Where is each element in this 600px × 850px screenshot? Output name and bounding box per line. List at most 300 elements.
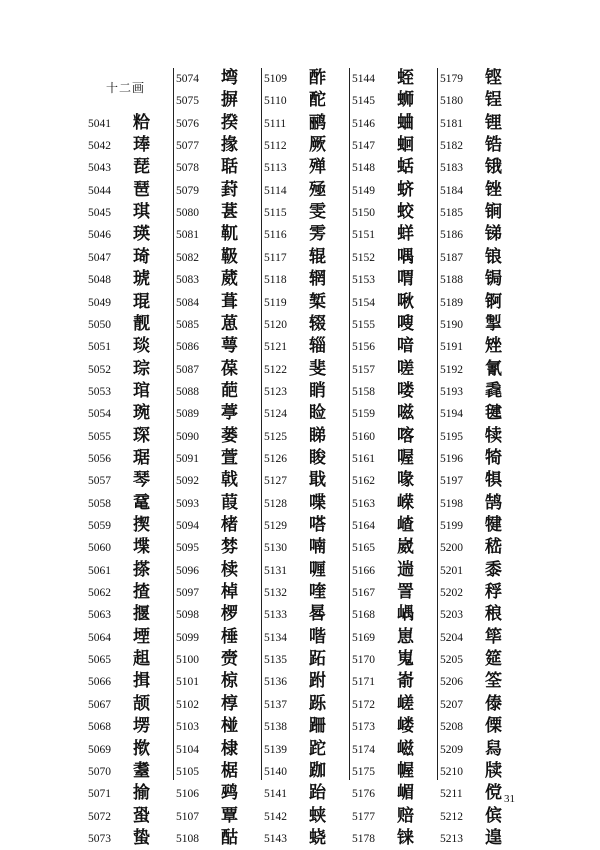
entry-row [88,269,172,291]
entry-row [88,783,172,805]
entry-row [352,292,436,314]
entry-number: 5186 [440,229,463,242]
entry-row [352,448,436,470]
entry-number: 5119 [264,296,287,309]
entry-number: 5047 [88,251,111,264]
entry-character: 嵘 [397,492,414,513]
entry-row [352,828,436,850]
entry-character: 鹂 [309,112,326,133]
entry-number: 5181 [440,117,463,130]
entry-character: 啾 [397,291,414,312]
entry-number: 5052 [88,363,111,376]
entry-number: 5183 [440,162,463,175]
entry-number: 5198 [440,497,463,510]
entry-character: 雱 [309,224,326,245]
entry-number: 5121 [264,341,287,354]
entry-row [176,604,260,626]
entry-row [440,292,524,314]
entry-row [440,806,524,828]
entry-character: 赔 [397,805,414,826]
entry-character: 晷 [309,604,326,625]
entry-character: 揸 [133,582,150,603]
entry-number: 5210 [440,765,463,778]
entry-row [352,90,436,112]
entry-number: 5131 [264,564,287,577]
entry-row [352,739,436,761]
entry-number: 5090 [176,430,199,443]
entry-number: 5091 [176,452,199,465]
entry-row [264,739,348,761]
entry-character: 厥 [309,135,326,156]
entry-row [264,90,348,112]
entry-number: 5185 [440,207,463,220]
entry-character: 椐 [221,760,238,781]
entry-character: 堙 [133,626,150,647]
entry-number: 5062 [88,587,111,600]
entry-number: 5176 [352,788,375,801]
entry-row [176,269,260,291]
entry-character: 毽 [485,403,502,424]
entry-row [176,806,260,828]
entry-character: 嵇 [485,537,502,558]
entry-row [440,113,524,135]
entry-row [264,292,348,314]
entry-row [352,604,436,626]
entry-row [440,828,524,850]
entry-number: 5107 [176,810,199,823]
entry-character: 犋 [485,470,502,491]
entry-row [88,582,172,604]
entry-row [352,202,436,224]
entry-character: 嗟 [397,358,414,379]
entry-number: 5079 [176,184,199,197]
entry-row [352,783,436,805]
entry-character: 琯 [133,380,150,401]
entry-row [176,582,260,604]
entry-character: 嵋 [397,783,414,804]
entry-row [176,113,260,135]
entry-number: 5117 [264,251,287,264]
entry-row [176,68,260,90]
entry-row [352,135,436,157]
entry-row [88,694,172,716]
entry-row [352,381,436,403]
entry-row [440,493,524,515]
entry-row [264,381,348,403]
entry-character: 嗖 [397,313,414,334]
entry-row [176,448,260,470]
entry-character: 嵯 [397,693,414,714]
entry-number: 5051 [88,341,111,354]
entry-number: 5168 [352,609,375,622]
entry-number: 5085 [176,318,199,331]
entry-number: 5129 [264,520,287,532]
entry-number: 5067 [88,698,111,711]
entry-number: 5049 [88,296,111,309]
entry-number: 5101 [176,676,199,689]
entry-row [176,828,260,850]
column-2 [176,68,260,848]
entry-character: 黍 [485,559,502,580]
entry-number: 5127 [264,475,287,488]
entry-number: 5071 [88,788,111,801]
entry-character: 葶 [221,403,238,424]
entry-character: 殛 [309,179,326,200]
entry-character: 蛐 [397,112,414,133]
entry-character: 堞 [133,537,150,558]
page-number: 31 [504,793,515,805]
entry-row [440,515,524,537]
entry-number: 5200 [440,542,463,555]
entry-number: 5066 [88,676,111,689]
entry-number: 5106 [176,788,199,801]
entry-row [352,157,436,179]
entry-row [176,247,260,269]
entry-character: 靸 [221,246,238,267]
entry-number: 5134 [264,631,287,644]
entry-number: 5125 [264,430,287,443]
entry-row [264,247,348,269]
entry-character: 矬 [485,336,502,357]
entry-number: 5188 [440,274,463,287]
entry-character: 棣 [221,738,238,759]
entry-row [352,224,436,246]
entry-row [352,113,436,135]
entry-row [440,537,524,559]
entry-character: 椪 [221,716,238,737]
entry-character: 塆 [221,68,238,88]
entry-row [440,604,524,626]
entry-character: 锉 [485,179,502,200]
entry-row [176,426,260,448]
entry-row [88,224,172,246]
entry-number: 5191 [440,341,463,354]
entry-number: 5212 [440,810,463,823]
entry-row [88,403,172,425]
entry-character: 睃 [309,447,326,468]
entry-character: 斐 [309,358,326,379]
entry-number: 5146 [352,117,375,130]
entry-number: 5192 [440,363,463,376]
entry-character: 嗒 [309,515,326,535]
entry-row [176,292,260,314]
entry-row [352,247,436,269]
entry-character: 稂 [485,604,502,625]
entry-character: 雯 [309,202,326,223]
entry-row [176,224,260,246]
entry-row [352,68,436,90]
entry-row [264,113,348,135]
entry-character: 葩 [221,380,238,401]
entry-number: 5158 [352,385,375,398]
entry-row [440,560,524,582]
entry-number: 5187 [440,251,463,264]
entry-number: 5096 [176,564,199,577]
entry-character: 喋 [309,492,326,513]
entry-row [88,739,172,761]
entry-row [264,470,348,492]
entry-number: 5124 [264,408,287,421]
column-divider [437,68,438,780]
entry-row [264,135,348,157]
entry-character: 睇 [309,425,326,446]
entry-character: 靰 [221,224,238,245]
entry-number: 5081 [176,229,199,242]
entry-row [88,448,172,470]
entry-number: 5207 [440,698,463,711]
entry-character: 幄 [397,760,414,781]
entry-row [176,649,260,671]
entry-row [352,359,436,381]
entry-number: 5116 [264,229,287,242]
entry-character: 琮 [133,358,150,379]
entry-row [352,582,436,604]
entry-character: 酡 [309,90,326,111]
entry-character: 殚 [309,157,326,178]
entry-character: 锒 [485,246,502,267]
entry-character: 琰 [133,336,150,357]
entry-character: 琶 [133,179,150,200]
entry-character: 椋 [221,671,238,692]
entry-number: 5189 [440,296,463,309]
entry-number: 5159 [352,408,375,421]
entry-row [264,224,348,246]
section-heading: 十二画 [106,81,146,95]
entry-number: 5182 [440,140,463,153]
entry-number: 5164 [352,520,375,532]
entry-row [88,202,172,224]
entry-row [88,135,172,157]
entry-character: 琬 [133,403,150,424]
entry-character: 犍 [485,515,502,535]
entry-row [440,157,524,179]
entry-number: 5205 [440,654,463,667]
entry-number: 5132 [264,587,287,600]
entry-character: 塄 [133,716,150,737]
entry-number: 5069 [88,743,111,756]
entry-row [88,671,172,693]
entry-number: 5166 [352,564,375,577]
entry-number: 5109 [264,73,287,85]
entry-number: 5041 [88,117,111,130]
entry-number: 5122 [264,363,287,376]
entry-row [176,716,260,738]
entry-number: 5194 [440,408,463,421]
entry-character: 椟 [221,559,238,580]
entry-character: 蛱 [309,805,326,826]
entry-row [176,202,260,224]
entry-row [88,560,172,582]
entry-character: 嵖 [397,515,414,535]
entry-character: 椁 [221,693,238,714]
entry-character: 喱 [309,559,326,580]
entry-row [88,359,172,381]
entry-number: 5098 [176,609,199,622]
entry-number: 5170 [352,654,375,667]
entry-row [264,426,348,448]
entry-character: 葳 [221,269,238,290]
entry-row [88,157,172,179]
entry-character: 锃 [485,90,502,111]
entry-row [88,649,172,671]
entry-number: 5072 [88,810,111,823]
entry-number: 5099 [176,631,199,644]
entry-character: 喔 [397,447,414,468]
entry-row [264,537,348,559]
entry-row [264,180,348,202]
entry-number: 5126 [264,452,287,465]
entry-character: 揆 [221,112,238,133]
entry-character: 犄 [485,447,502,468]
entry-row [176,627,260,649]
entry-character: 聒 [221,157,238,178]
entry-character: 傥 [485,783,502,804]
entry-row [352,761,436,783]
entry-number: 5141 [264,788,287,801]
entry-row [440,426,524,448]
entry-number: 5203 [440,609,463,622]
entry-character: 搽 [133,559,150,580]
entry-number: 5145 [352,95,375,108]
entry-number: 5058 [88,497,111,510]
entry-character: 揿 [133,738,150,759]
entry-character: 揖 [133,671,150,692]
entry-number: 5190 [440,318,463,331]
entry-row [88,314,172,336]
entry-character: 锂 [485,112,502,133]
entry-number: 5093 [176,497,199,510]
entry-row [440,582,524,604]
entry-row [440,135,524,157]
entry-number: 5064 [88,631,111,644]
entry-row [88,493,172,515]
entry-row [440,627,524,649]
entry-character: 颉 [133,693,150,714]
entry-number: 5078 [176,162,199,175]
entry-character: 喑 [397,336,414,357]
entry-row [264,560,348,582]
entry-character: 喈 [309,626,326,647]
entry-character: 锔 [485,269,502,290]
entry-character: 葚 [221,202,238,223]
entry-row [264,783,348,805]
entry-character: 筌 [485,671,502,692]
entry-character: 傣 [485,693,502,714]
entry-number: 5054 [88,408,111,421]
entry-character: 跎 [309,738,326,759]
entry-character: 崴 [397,537,414,558]
entry-row [176,515,260,537]
entry-number: 5167 [352,587,375,600]
entry-character: 琛 [133,425,150,446]
entry-character: 鹄 [485,492,502,513]
entry-character: 喹 [309,582,326,603]
entry-character: 跆 [309,783,326,804]
entry-character: 傧 [485,805,502,826]
entry-row [176,336,260,358]
entry-character: 琨 [133,291,150,312]
entry-character: 棹 [221,582,238,603]
entry-number: 5083 [176,274,199,287]
entry-number: 5161 [352,452,375,465]
entry-row [176,90,260,112]
entry-number: 5113 [264,162,287,175]
entry-row [176,537,260,559]
entry-number: 5050 [88,318,111,331]
entry-character: 蛩 [133,805,150,826]
entry-row [264,448,348,470]
entry-number: 5042 [88,140,111,153]
entry-number: 5118 [264,274,287,287]
entry-character: 蛔 [397,135,414,156]
entry-row [440,180,524,202]
entry-number: 5173 [352,721,375,734]
entry-row [440,403,524,425]
entry-row [440,761,524,783]
entry-number: 5053 [88,385,111,398]
entry-number: 5077 [176,140,199,153]
entry-number: 5130 [264,542,287,555]
entry-character: 辎 [309,336,326,357]
entry-row [352,671,436,693]
entry-number: 5193 [440,385,463,398]
entry-number: 5115 [264,207,287,220]
entry-number: 5195 [440,430,463,443]
entry-character: 辍 [309,313,326,334]
entry-row [264,649,348,671]
entry-number: 5202 [440,587,463,600]
entry-character: 揠 [133,604,150,625]
entry-row [176,381,260,403]
entry-character: 琥 [133,269,150,290]
entry-row [88,426,172,448]
column-divider [261,68,262,780]
entry-character: 赍 [221,649,238,670]
entry-character: 酤 [221,827,238,848]
entry-number: 5148 [352,162,375,175]
entry-row [440,269,524,291]
entry-number: 5046 [88,229,111,242]
entry-number: 5087 [176,363,199,376]
entry-character: 锏 [485,202,502,223]
entry-character: 跖 [309,649,326,670]
entry-character: 葆 [221,358,238,379]
entry-number: 5201 [440,564,463,577]
entry-number: 5142 [264,810,287,823]
entry-character: 蛭 [397,68,414,88]
entry-row [176,314,260,336]
entry-character: 粭 [133,112,150,133]
entry-character: 氰 [485,358,502,379]
entry-row [176,403,260,425]
entry-row [88,806,172,828]
entry-character: 牍 [485,760,502,781]
entry-character: 喀 [397,425,414,446]
entry-character: 摒 [221,90,238,111]
entry-number: 5211 [440,788,463,801]
entry-number: 5136 [264,676,287,689]
entry-character: 铼 [397,827,414,848]
entry-character: 琪 [133,202,150,223]
entry-character: 耋 [133,760,150,781]
entry-row [264,761,348,783]
entry-number: 5123 [264,385,287,398]
entry-row [264,336,348,358]
entry-number: 5110 [264,95,287,108]
entry-row [264,359,348,381]
entry-character: 蛰 [133,827,150,848]
entry-row [440,470,524,492]
